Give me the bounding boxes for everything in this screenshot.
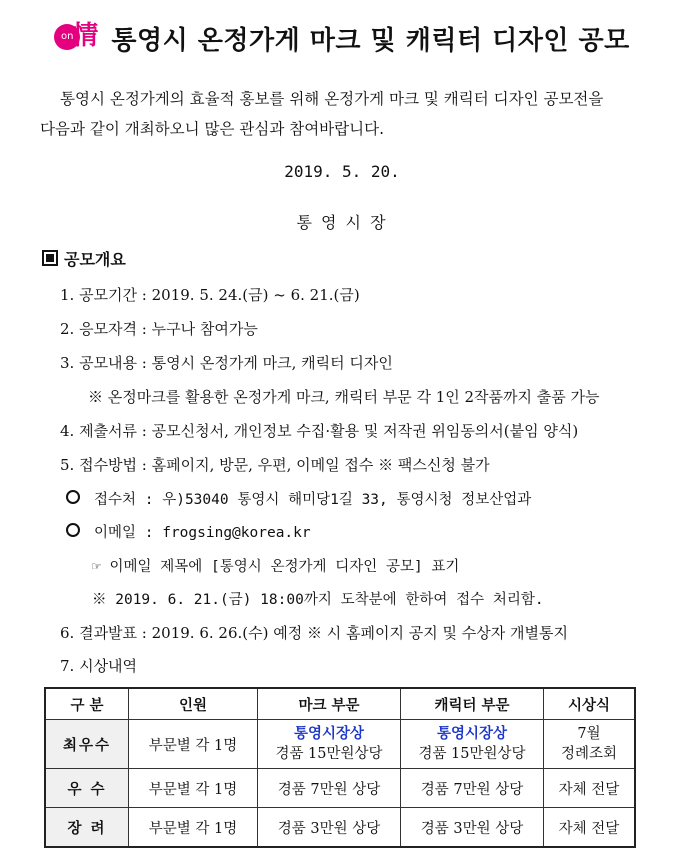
prize-detail: 경품 15만원상당 bbox=[275, 746, 383, 762]
item-method: 5. 접수방법 : 홈페이지, 방문, 우편, 이메일 접수 ※ 팩스신청 불가 bbox=[60, 456, 490, 474]
mark-prize-cell: 경품 7만원 상당 bbox=[258, 769, 401, 808]
item-content: 3. 공모내용 : 통영시 온정가게 마크, 캐릭터 디자인 bbox=[60, 354, 393, 372]
award-name: 통영시장상 bbox=[293, 726, 365, 742]
issuer: 통 영 시 장 bbox=[296, 213, 388, 232]
count-cell: 부문별 각 1명 bbox=[129, 769, 258, 808]
table-row bbox=[45, 808, 635, 848]
circle-bullet-icon bbox=[66, 490, 80, 504]
item-awards-heading: 7. 시상내역 bbox=[60, 657, 138, 675]
ceremony-line: 7월 bbox=[577, 726, 601, 742]
notice-date: 2019. 5. 20. bbox=[284, 162, 400, 181]
mark-prize-cell bbox=[258, 720, 401, 769]
award-name: 통영시장상 bbox=[436, 726, 508, 742]
item-documents: 4. 제출서류 : 공모신청서, 개인정보 수집·활용 및 저작권 위임동의서(붙임 양식) bbox=[60, 422, 579, 440]
intro-line-1: 통영시 온정가게의 효율적 홍보를 위해 온정가게 마크 및 캐릭터 디자인 공모전을 bbox=[60, 90, 604, 108]
item-address: 접수처 : 우)53040 통영시 해미당1길 33, 통영시청 정보산업과 bbox=[94, 492, 532, 508]
logo-hanja: 情 bbox=[72, 21, 99, 51]
item-period: 1. 공모기간 : 2019. 5. 24.(금) ~ 6. 21.(금) bbox=[60, 286, 360, 304]
ceremony-cell: 자체 전달 bbox=[544, 808, 636, 848]
prize-detail: 경품 15만원상당 bbox=[418, 746, 526, 762]
table-row bbox=[45, 720, 635, 769]
rank-cell: 장 려 bbox=[45, 808, 129, 848]
count-cell: 부문별 각 1명 bbox=[129, 720, 258, 769]
item-email: 이메일 : frogsing@korea.kr bbox=[94, 525, 311, 541]
character-prize-cell bbox=[401, 720, 544, 769]
table-header-cell: 인원 bbox=[129, 688, 258, 720]
intro-paragraph bbox=[40, 84, 650, 144]
item-email-note: ☞ 이메일 제목에 [통영시 온정가게 디자인 공모] 표기 bbox=[92, 559, 460, 575]
rank-cell: 최우수 bbox=[45, 720, 129, 769]
character-prize-cell: 경품 3만원 상당 bbox=[401, 808, 544, 848]
ceremony-line: 정례조회 bbox=[560, 746, 618, 762]
table-header-row bbox=[45, 688, 635, 720]
table-header-cell: 구 분 bbox=[45, 688, 129, 720]
header bbox=[0, 18, 684, 58]
ceremony-cell: 자체 전달 bbox=[544, 769, 636, 808]
circle-bullet-icon bbox=[66, 523, 80, 537]
onjeong-logo bbox=[54, 18, 100, 58]
item-eligibility: 2. 응모자격 : 누구나 참여가능 bbox=[60, 320, 258, 338]
item-announcement: 6. 결과발표 : 2019. 6. 26.(수) 예정 ※ 시 홈페이지 공지 및 수상자 개별통지 bbox=[60, 624, 568, 642]
table-header-cell: 캐릭터 부문 bbox=[401, 688, 544, 720]
table-header-cell: 시상식 bbox=[544, 688, 636, 720]
mark-prize-cell: 경품 3만원 상당 bbox=[258, 808, 401, 848]
section-title: 공모개요 bbox=[64, 250, 126, 269]
item-email-row bbox=[66, 521, 311, 542]
page-title: 통영시 온정가게 마크 및 캐릭터 디자인 공모 bbox=[111, 25, 630, 56]
character-prize-cell: 경품 7만원 상당 bbox=[401, 769, 544, 808]
ceremony-cell bbox=[544, 720, 636, 769]
rank-cell: 우 수 bbox=[45, 769, 129, 808]
awards-table bbox=[44, 687, 636, 848]
section-heading bbox=[42, 247, 126, 270]
intro-line-2: 다음과 같이 개최하오니 많은 관심과 참여바랍니다. bbox=[40, 120, 384, 138]
table-row bbox=[45, 769, 635, 808]
item-deadline-note: ※ 2019. 6. 21.(금) 18:00까지 도착분에 한하여 접수 처리함. bbox=[92, 592, 544, 608]
item-content-note: ※ 온정마크를 활용한 온정가게 마크, 캐릭터 부문 각 1인 2작품까지 출품 가능 bbox=[88, 388, 600, 406]
filled-square-icon bbox=[42, 250, 58, 266]
item-address-row bbox=[66, 488, 531, 509]
count-cell: 부문별 각 1명 bbox=[129, 808, 258, 848]
table-header-cell: 마크 부문 bbox=[258, 688, 401, 720]
logo-on-circle: on bbox=[54, 24, 80, 50]
